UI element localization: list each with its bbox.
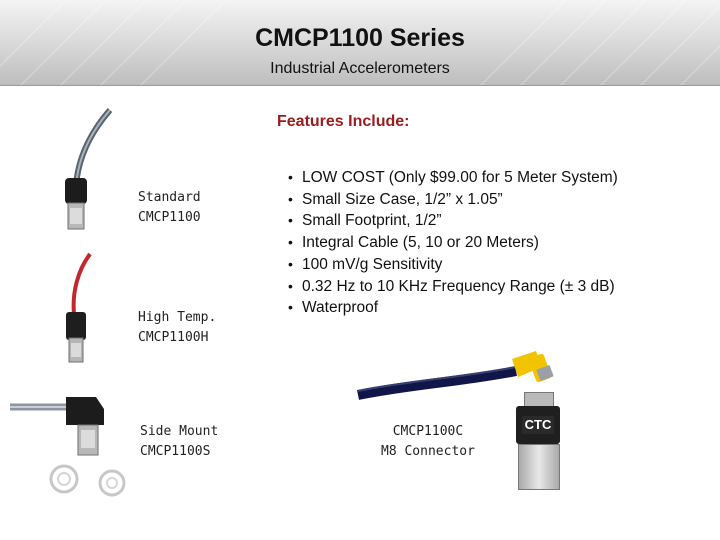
high-temp-sensor-image: [42, 252, 122, 372]
high-temp-label: High Temp.: [138, 310, 217, 325]
high-temp-caption: [138, 308, 216, 348]
feature-item: • 100 mV/g Sensitivity: [288, 254, 618, 276]
feature-item: • Integral Cable (5, 10 or 20 Meters): [288, 232, 618, 254]
side-mount-model: CMCP1100S: [140, 444, 211, 459]
header-banner: [0, 0, 720, 86]
side-mount-caption: [140, 422, 218, 462]
feature-item: • Waterproof: [288, 297, 618, 319]
bullet-icon: •: [288, 212, 293, 229]
feature-item: • Small Footprint, 1/2”: [288, 210, 618, 232]
m8-sensor-base: [518, 444, 560, 490]
bullet-icon: •: [288, 169, 293, 185]
bullet-icon: •: [288, 299, 293, 316]
feature-item: • Small Size Case, 1/2” x 1.05”: [288, 189, 618, 211]
standard-caption: [138, 188, 201, 228]
m8-sensor-body: [516, 406, 560, 444]
m8-sensor-image: [512, 392, 564, 488]
feature-item: • LOW COST (Only $99.00 for 5 Meter System): [288, 167, 618, 189]
standard-model: CMCP1100: [138, 210, 201, 225]
standard-sensor-image: [40, 108, 120, 238]
features-heading: Features Include:: [277, 113, 410, 130]
side-mount-label: Side Mount: [140, 424, 219, 439]
ctc-logo: CTC: [522, 416, 554, 434]
bullet-icon: •: [288, 277, 293, 294]
connector-model: CMCP1100C: [392, 424, 464, 439]
page-subtitle: Industrial Accelerometers: [270, 60, 450, 77]
connector-caption: [381, 422, 475, 462]
connector-label: M8 Connector: [381, 444, 475, 459]
page-title: CMCP1100 Series: [255, 24, 465, 52]
side-mount-sensor-image: [8, 385, 130, 500]
high-temp-model: CMCP1100H: [138, 330, 209, 345]
bullet-icon: •: [288, 255, 293, 272]
feature-item: • 0.32 Hz to 10 KHz Frequency Range (± 3 dB): [288, 276, 618, 298]
standard-label: Standard: [138, 190, 201, 205]
bullet-icon: •: [288, 234, 293, 251]
bullet-icon: •: [288, 190, 293, 207]
features-list: [288, 167, 618, 319]
